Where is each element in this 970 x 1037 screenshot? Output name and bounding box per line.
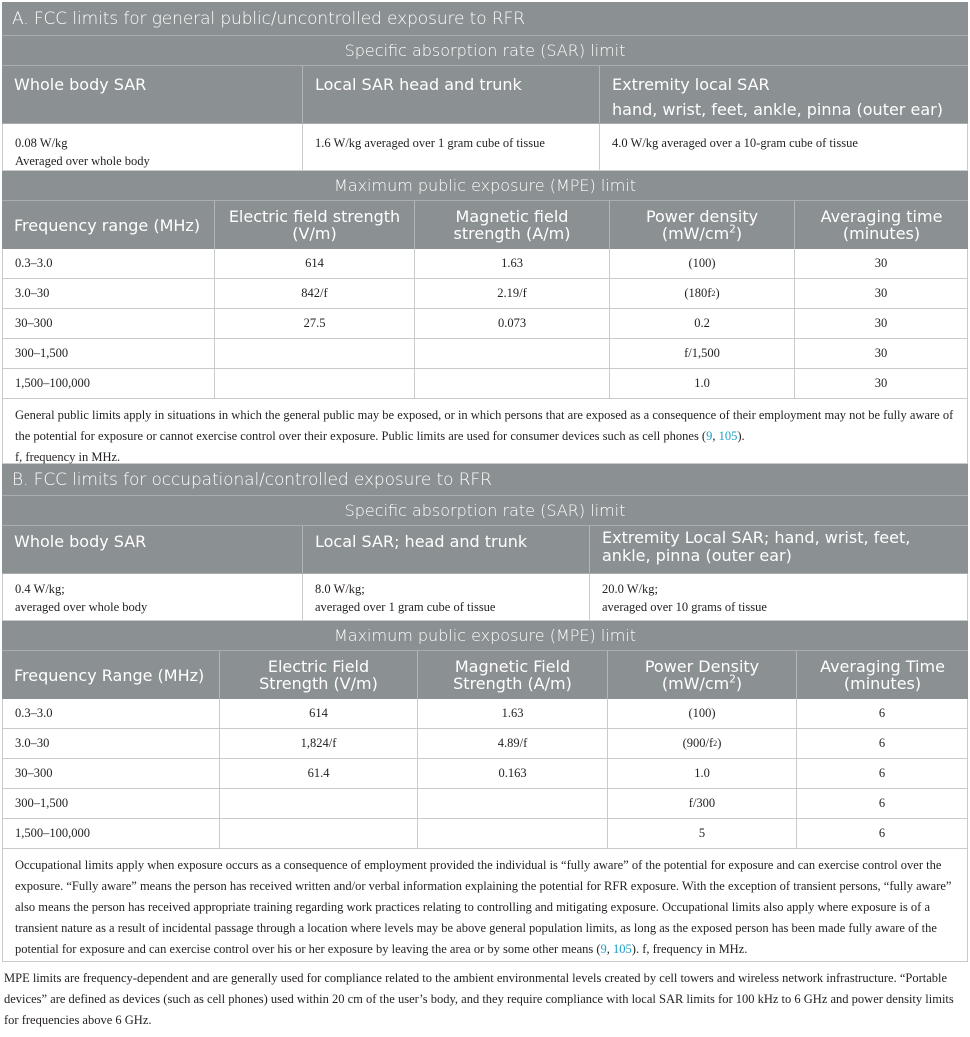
cell-value: 0.3–3.0 (15, 256, 53, 270)
cell-value: 3.0–30 (15, 286, 50, 300)
section-a (2, 2, 968, 464)
sar-col-extremity (590, 526, 968, 573)
mpe-col-label: strength (A/m) (453, 224, 571, 243)
averaging-time-cell (797, 819, 967, 849)
cell-value: ) (715, 286, 720, 300)
table-row (3, 819, 967, 849)
section-b-sar-values-row (2, 574, 968, 621)
mpe-col-label: Frequency Range (MHz) (14, 665, 205, 685)
electric-field-cell (215, 339, 415, 369)
mpe-col-frequency (2, 651, 220, 699)
section-a-mpe-heading: Maximum public exposure (MPE) limit (2, 171, 968, 201)
section-a-note (2, 399, 968, 464)
sar-value-line: 20.0 W/kg; (602, 582, 659, 596)
sar-col-extremity (600, 66, 968, 123)
frequency-cell (3, 699, 220, 729)
cell-value: 614 (309, 706, 328, 720)
section-a-mpe-header-row (2, 201, 968, 249)
sar-value-extremity (590, 574, 967, 621)
cell-value: (180f (684, 286, 712, 300)
magnetic-field-cell (418, 729, 608, 759)
sar-value-line: 1.6 W/kg averaged over 1 gram cube of tissue (315, 136, 545, 150)
citation-link[interactable]: 105 (718, 429, 738, 443)
sar-value-line: averaged over 10 grams of tissue (602, 600, 767, 614)
table-row (3, 309, 967, 339)
sar-col-label: Local SAR head and trunk (315, 75, 522, 94)
sar-col-label: Local SAR; head and trunk (315, 532, 528, 551)
cell-value: 1.0 (694, 376, 710, 390)
mpe-col-electric (220, 651, 418, 699)
cell-value: 842/f (301, 286, 328, 300)
mpe-col-label: Power density (645, 207, 759, 226)
fcc-limits-table (2, 2, 968, 1037)
section-b (2, 464, 968, 962)
frequency-cell (3, 339, 215, 369)
cell-value: 300–1,500 (15, 796, 69, 810)
sar-value-whole-body (3, 574, 303, 621)
cell-value: 5 (698, 826, 706, 840)
averaging-time-cell (797, 789, 967, 819)
power-density-cell (608, 819, 797, 849)
power-density-cell: (180f 2 ) (610, 279, 795, 309)
cell-value: f/1,500 (684, 346, 720, 360)
magnetic-field-cell (415, 249, 610, 279)
cell-value: ) (717, 736, 722, 750)
table-row (3, 339, 967, 369)
mpe-col-magnetic (418, 651, 608, 699)
frequency-cell (3, 759, 220, 789)
mpe-col-label: Averaging time (820, 207, 943, 226)
cell-value: f/300 (688, 796, 716, 810)
mpe-col-magnetic (415, 201, 610, 249)
citation-link[interactable]: 9 (706, 429, 713, 443)
mpe-col-label: Magnetic Field (454, 657, 571, 676)
magnetic-field-cell (418, 699, 608, 729)
section-b-sar-header-row (2, 526, 968, 574)
mpe-col-label: ) (735, 674, 743, 693)
table-footnote: MPE limits are frequency-dependent and are generally used for compliance related to the ambient environmental levels created by cell towers and wireless network infrastructure. “Portable devices” are defined as devices (such as cell phones) used within 20 cm of the user’s body, and they require compliance with local SAR limits for 100 kHz to 6 GHz and power density limits for frequencies above 6 GHz. (4, 971, 954, 1027)
mpe-col-label: (mW/cm (661, 674, 730, 693)
mpe-col-label: Strength (A/m) (453, 674, 572, 693)
section-a-sar-header-row (2, 66, 968, 124)
sar-col-label: Extremity Local SAR; hand, wrist, feet, ankle, pinna (outer ear) (602, 528, 911, 565)
frequency-cell (3, 789, 220, 819)
note-text: , (606, 942, 614, 956)
magnetic-field-cell (415, 279, 610, 309)
electric-field-cell (220, 759, 418, 789)
power-density-cell (610, 309, 795, 339)
magnetic-field-cell (415, 339, 610, 369)
power-density-cell (610, 339, 795, 369)
sar-col-sublabel: hand, wrist, feet, ankle, pinna (outer ear) (612, 100, 943, 119)
sar-value-local (303, 124, 600, 171)
averaging-time-cell (795, 339, 967, 369)
electric-field-cell (220, 729, 418, 759)
sar-value-line: 0.4 W/kg; (15, 582, 65, 596)
cell-value: 0.3–3.0 (15, 706, 53, 720)
mpe-col-label: Electric field strength (228, 207, 401, 226)
cell-value: 6 (878, 766, 886, 780)
table-row (3, 369, 967, 399)
sar-col-whole-body (2, 526, 303, 573)
cell-value: 1,824/f (300, 736, 337, 750)
table-row (3, 249, 967, 279)
averaging-time-cell (795, 309, 967, 339)
section-a-mpe-body (2, 249, 968, 399)
mpe-col-frequency (2, 201, 215, 249)
cell-value: 1.63 (501, 706, 524, 720)
sar-col-local (303, 66, 600, 123)
cell-value: 0.073 (497, 316, 527, 330)
sar-value-line: Averaged over whole body (15, 154, 150, 168)
cell-value: 1,500–100,000 (15, 826, 90, 840)
mpe-col-power (608, 651, 797, 699)
frequency-cell (3, 819, 220, 849)
sar-value-local (303, 574, 590, 621)
sar-col-label: Whole body SAR (14, 75, 147, 94)
power-density-cell (608, 789, 797, 819)
mpe-col-label: Magnetic field (455, 207, 569, 226)
mpe-col-averaging (797, 651, 968, 699)
cell-value: (100) (688, 706, 716, 720)
electric-field-cell (215, 369, 415, 399)
mpe-col-averaging (795, 201, 968, 249)
frequency-cell (3, 279, 215, 309)
cell-value: 0.2 (694, 316, 710, 330)
power-density-cell (608, 759, 797, 789)
cell-value: 2.19/f (497, 286, 527, 300)
citation-link[interactable]: 105 (613, 942, 632, 956)
note-text: ). (737, 429, 745, 443)
averaging-time-cell (797, 759, 967, 789)
cell-value: 30–300 (15, 766, 53, 780)
cell-value: 6 (878, 736, 886, 750)
citation-link[interactable]: 9 (600, 942, 607, 956)
cell-value: 6 (878, 826, 886, 840)
cell-value: 30–300 (15, 316, 53, 330)
mpe-col-electric (215, 201, 415, 249)
section-b-mpe-heading: Maximum public exposure (MPE) limit (2, 621, 968, 651)
table-row (3, 699, 967, 729)
sar-value-line: averaged over whole body (15, 600, 148, 614)
magnetic-field-cell (415, 309, 610, 339)
magnetic-field-cell (418, 789, 608, 819)
cell-value: 30 (874, 316, 888, 330)
mpe-col-label: (minutes) (843, 674, 922, 693)
sar-value-line: averaged over 1 gram cube of tissue (315, 600, 496, 614)
sar-value-line: 4.0 W/kg averaged over a 10-gram cube of tissue (612, 136, 858, 150)
sar-value-line: 0.08 W/kg (15, 136, 68, 150)
cell-value: 4.89/f (497, 736, 528, 750)
averaging-time-cell (795, 369, 967, 399)
magnetic-field-cell (418, 819, 608, 849)
cell-value: 30 (874, 376, 888, 390)
mpe-col-label: ) (735, 224, 743, 243)
cell-value: 3.0–30 (15, 736, 50, 750)
sar-col-local (303, 526, 590, 573)
cell-value: (100) (688, 256, 716, 270)
cell-value: 1,500–100,000 (15, 376, 90, 390)
cell-value: 61.4 (307, 766, 330, 780)
sar-col-whole-body (2, 66, 303, 123)
cell-value: 6 (878, 706, 886, 720)
power-density-cell: (900/f 2 ) (608, 729, 797, 759)
averaging-time-cell (795, 249, 967, 279)
table-row (3, 729, 967, 759)
cell-value: 30 (874, 256, 888, 270)
cell-value: 300–1,500 (15, 346, 69, 360)
frequency-cell (3, 249, 215, 279)
sar-col-label: Whole body SAR (14, 532, 147, 551)
mpe-col-label: Electric Field (267, 657, 370, 676)
frequency-cell (3, 309, 215, 339)
mpe-col-label: Strength (V/m) (259, 674, 378, 693)
electric-field-cell (215, 249, 415, 279)
mpe-col-label: (minutes) (842, 224, 921, 243)
cell-value: 30 (874, 346, 888, 360)
section-b-mpe-header-row (2, 651, 968, 699)
magnetic-field-cell (415, 369, 610, 399)
power-density-cell (608, 699, 797, 729)
note-text: Occupational limits apply when exposure occurs as a consequence of employment provided the individual is “fully aware” of the potential for exposure and can exercise control over the exposure. “Fully aware” means the person has received written and/or verbal information explaining the potential for RFR exposure. With the exception of transient persons, “fully aware” also means the person has received appropriate training regarding work practices relating to controlling and mitigating exposure. Occupational limits also apply where exposure is of a transient nature as a result of incidental passage through a location where levels may be above general population limits, as long as the exposed person has been made fully aware of the potential for exposure and can exercise control over his or her exposure by leaving the area or by some other means ( (15, 858, 952, 956)
averaging-time-cell (795, 279, 967, 309)
section-b-note (2, 849, 968, 962)
superscript: 2 (729, 673, 736, 686)
cell-value: (900/f (682, 736, 714, 750)
averaging-time-cell (797, 729, 967, 759)
magnetic-field-cell (418, 759, 608, 789)
cell-value: 614 (305, 256, 324, 270)
averaging-time-cell (797, 699, 967, 729)
sar-value-line: 8.0 W/kg; (315, 582, 365, 596)
table-row (3, 279, 967, 309)
electric-field-cell (215, 279, 415, 309)
mpe-col-label: (mW/cm (661, 224, 730, 243)
section-b-title: B. FCC limits for occupational/controlled exposure to RFR (2, 464, 968, 496)
sar-value-whole-body (3, 124, 303, 171)
electric-field-cell (215, 309, 415, 339)
mpe-col-label: Power Density (644, 657, 760, 676)
sar-value-extremity (600, 124, 967, 171)
frequency-cell (3, 369, 215, 399)
sar-col-label: Extremity local SAR (612, 75, 770, 94)
mpe-col-label: (V/m) (292, 224, 337, 243)
section-a-title: A. FCC limits for general public/uncontrolled exposure to RFR (2, 2, 968, 36)
section-a-sar-heading: Specific absorption rate (SAR) limit (2, 36, 968, 66)
electric-field-cell (220, 699, 418, 729)
power-density-cell (610, 249, 795, 279)
cell-value: 0.163 (498, 766, 527, 780)
note-text: f, frequency in MHz. (15, 450, 121, 464)
table-row (3, 759, 967, 789)
cell-value: 1.63 (501, 256, 523, 270)
cell-value: 27.5 (303, 316, 326, 330)
mpe-col-power (610, 201, 795, 249)
note-text: ). f, frequency in MHz. (631, 942, 748, 956)
table-row (3, 789, 967, 819)
section-b-mpe-body (2, 699, 968, 849)
cell-value: 1.0 (694, 766, 710, 780)
mpe-col-label: Frequency range (MHz) (14, 215, 201, 235)
superscript: 2 (729, 223, 736, 236)
cell-value: 30 (874, 286, 888, 300)
frequency-cell (3, 729, 220, 759)
power-density-cell (610, 369, 795, 399)
mpe-col-label: Averaging Time (820, 657, 945, 676)
section-a-sar-values-row (2, 124, 968, 171)
cell-value: 6 (878, 796, 886, 810)
electric-field-cell (220, 819, 418, 849)
note-text: General public limits apply in situations in which the general public may be exposed, or in which persons that are exposed as a consequence of their employment may not be fully aware of the potential for exposure or cannot exercise control over their exposure. Public limits are used for consumer devices such as cell phones ( (15, 408, 954, 443)
electric-field-cell (220, 789, 418, 819)
note-text: , (712, 429, 719, 443)
section-b-sar-heading: Specific absorption rate (SAR) limit (2, 496, 968, 526)
